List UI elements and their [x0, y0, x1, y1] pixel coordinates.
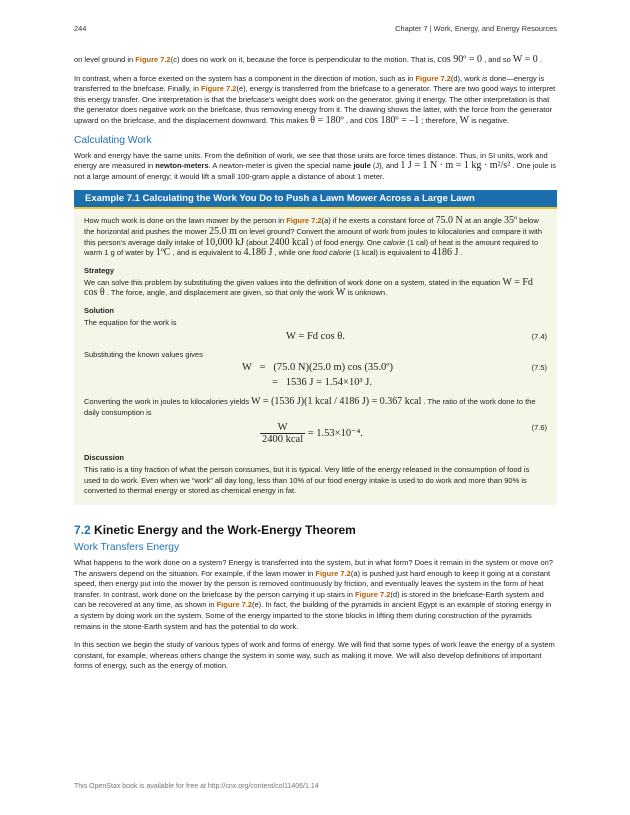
paragraph-units: Work and energy have the same units. From the definition of work, we see that those units are force times distance. Thus, in SI units, work and energy are measured in newton-meters. A newton-meter is given the special name joule (J), and 1 J = 1 N · m = 1 kg · m²/s² . One joule is not a large amount of energy; it would lift a small 100-gram apple a distance of about 1 meter. [74, 150, 557, 181]
discussion-text: This ratio is a tiny fraction of what the person consumes, but it is typical. Very little of the energy released in the consumption of food is used to do work. Even when we “work” all day long, less than 10% of our food energy intake is used to do work and more than 90% is converted to thermal energy or stored as chemical energy in fat. [84, 465, 530, 496]
solution-label: Solution [84, 305, 114, 315]
paragraph-perpendicular-force: on level ground in Figure 7.2(c) does no work on it, because the force is perpendicular to the motion. That is, cos 90º = 0 , and so W = 0 . [74, 54, 542, 65]
equation-7-5: W = (75.0 N)(25.0 m) cos (35.0º) = 1536 J = 1.54×10³ J. (7.5) [242, 362, 547, 389]
chapter-header: Chapter 7 | Work, Energy, and Energy Resources [395, 24, 557, 33]
figure-link[interactable]: Figure 7.2 [315, 568, 351, 578]
figure-link[interactable]: Figure 7.2 [201, 84, 237, 94]
equation-number: (7.6) [531, 423, 547, 433]
figure-link[interactable]: Figure 7.2 [135, 55, 171, 64]
figure-link[interactable]: Figure 7.2 [216, 600, 253, 610]
paragraph-work-done-on-system: What happens to the work done on a system? Energy is transferred into the system, but in what form? Does it remain in the system or move on? The answers depend on the situation. For example, if the lawn mower in Figure 7.2(a) is pushed just hard enough to keep it going at a constant speed, then energy put into the mower by the person is removed continuously by friction, and eventually leaves the system in the form of heat transfer. In contrast, work done on the briefcase by the person carrying it up stairs in Figure 7.2(d) is stored in the briefcase-Earth system and can be recovered at any time, as shown in Figure 7.2(e). In fact, the building of the pyramids in ancient Egypt is an example of storing energy in a system by doing work on the system. Some of the energy imparted to the stone blocks in lifting them during construction of the pyramids remains in the stone-Earth system and has the potential to do work. [74, 558, 553, 631]
equation-7-6: $\frac{W}{\text{2400 kcal}}$ = 1.53×10⁻⁴. (7.6) [262, 422, 547, 446]
heading-work-transfers-energy: Work Transfers Energy [74, 542, 180, 554]
solution-substitution: Substituting the known values gives [84, 349, 203, 359]
figure-link[interactable]: Figure 7.2 [354, 589, 391, 599]
figure-link[interactable]: Figure 7.2 [286, 216, 322, 226]
paragraph-section-intro: In this section we begin the study of various types of work and forms of energy. We will find that some types of work leave the energy of a system constant, for example, whereas others change the system in some way, such as making it move. We will also develop definitions of important forms of energy, such as the energy of motion. [74, 640, 555, 671]
solution-intro: The equation for the work is [84, 317, 177, 327]
example-title: Example 7.1 Calculating the Work You Do to Push a Lawn Mower Across a Large Lawn [74, 190, 557, 209]
solution-conversion: Converting the work in joules to kilocalories yields W = (1536 J)(1 kcal / 4186 J) = 0.367 kcal . The ratio of the work done to the daily consumption is [84, 396, 536, 417]
equation-number: (7.5) [531, 363, 547, 373]
page-number: 244 [74, 24, 87, 33]
main-content [74, 55, 557, 680]
example-question: How much work is done on the lawn mower by the person in Figure 7.2(a) if he exerts a constant force of 75.0 N at an angle 35º below the horizontal and pushes the mower 25.0 m on level ground? Convert the amount of work from joules to kilocalories and compare it with this person's average daily intake of 10,000 kJ (about 2400 kcal ) of food energy. One calorie (1 cal) of heat is the amount required to warm 1 g of water by 1ºC , and is equivalent to 4.186 J , while one food calorie (1 kcal) is equivalent to 4186 J . [84, 215, 543, 259]
figure-link[interactable]: Figure 7.2 [415, 73, 451, 83]
equation-7-4: W = Fd cos θ. (7.4) [286, 330, 547, 342]
discussion-label: Discussion [84, 453, 125, 463]
example-body [74, 209, 557, 505]
heading-calculating-work: Calculating Work [74, 134, 152, 146]
section-heading-7-2: 7.2 Kinetic Energy and the Work-Energy Theorem [74, 523, 356, 538]
strategy-label: Strategy [84, 265, 115, 275]
equation-number: (7.4) [531, 331, 547, 341]
example-box [74, 190, 557, 505]
strategy-text: We can solve this problem by substituting the given values into the definition of work done on a system, stated in the equation W = Fd cos θ . The force, angle, and displacement are given, so that only the work W is unknown. [84, 276, 533, 299]
paragraph-energy-transfer: In contrast, when a force exerted on the system has a component in the direction of motion, such as in Figure 7.2(d), work is done—energy is transferred to the briefcase. Finally, in Figure 7.2(e), energy is transferred from the briefcase to a generator. There are two good ways to interpret this energy transfer. One interpretation is that the briefcase's weight does work on the generator, giving it energy. The other interpretation is that the generator does negative work on the briefcase, thus removing energy from it. The drawing shows the latter, with the force from the generator upward on the briefcase, and the displacement downward. This makes θ = 180º , and cos 180º = –1 ; therefore, W is negative. [74, 73, 556, 126]
page-footer: This OpenStax book is available for free at http://cnx.org/content/col11406/1.14 [74, 783, 319, 790]
